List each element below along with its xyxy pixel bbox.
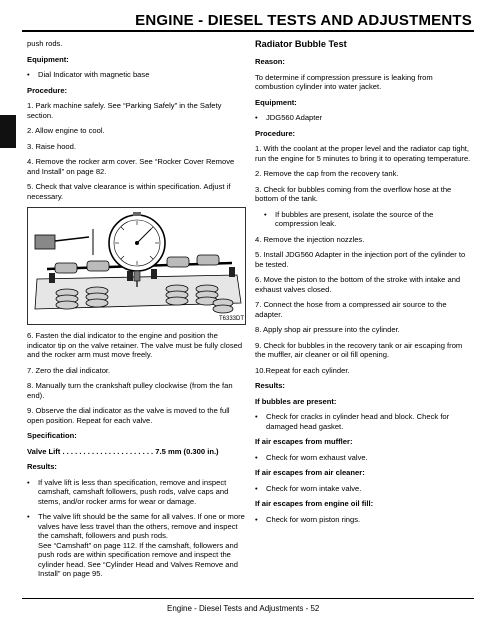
procedure-heading: Procedure:	[255, 128, 296, 138]
page-title: ENGINE - DIESEL TESTS AND ADJUSTMENTS	[135, 12, 472, 29]
page-footer	[22, 598, 474, 613]
procedure-step: 10.Repeat for each cylinder.	[255, 365, 350, 375]
result-text: Check for worn piston rings.	[266, 514, 361, 524]
result-text: If valve lift is less than specification, remove and inspect camshaft, camshaft followers, push rods, valve caps and stems, and/or rocker arms for wear or damage.	[38, 477, 229, 506]
result-text-block	[38, 512, 246, 579]
reason-text: To determine if compression pressure is leaking from combustion cylinder into water jacket.	[255, 72, 433, 91]
result-group-heading: If air escapes from air cleaner:	[255, 468, 365, 477]
result-item: • The valve lift should be the same for all valves. If one or more valves have less travel than the others, remove and inspect the camshaft, followers and push rods. See “Camshaft” on page 112. If the camshaft, followers and push rods are within specification remove and inspect the cylinder head. See “Cylinder Head and Valves Remove and Install” on page 95.	[27, 512, 245, 578]
procedure-step: 4. Remove the rocker arm cover. See “Rocker Cover Remove and Install” on page 82.	[27, 157, 235, 176]
result-text: Check for worn exhaust valve.	[266, 452, 368, 462]
procedure-heading: Procedure:	[27, 85, 68, 95]
result-group-heading: If air escapes from muffler:	[255, 437, 353, 446]
equipment-heading: Equipment:	[255, 97, 297, 107]
procedure-step: 1. Park machine safely. See “Parking Safely” in the Safety section.	[27, 101, 222, 120]
section-title: Radiator Bubble Test	[255, 39, 347, 49]
page-header	[22, 10, 474, 32]
results-heading: Results:	[255, 381, 285, 390]
figure-caption: T6333DT	[218, 315, 244, 322]
procedure-step: 3. Check for bubbles coming from the overflow hose at the bottom of the tank.	[255, 184, 452, 203]
procedure-step: 3. Raise hood.	[27, 141, 76, 151]
valve-lift-spec: Valve Lift . . . . . . . . . . . . . . . . . . . . . . 7.5 mm (0.300 in.)	[27, 446, 219, 456]
result-group-heading: If bubbles are present:	[255, 396, 337, 406]
section-tab-marker	[0, 115, 16, 148]
dial-indicator-illustration	[27, 207, 246, 325]
left-column	[27, 39, 246, 585]
procedure-step: 4. Remove the injection nozzles.	[255, 234, 365, 244]
result-item: • Check for worn intake valve.	[255, 483, 362, 493]
procedure-step: 7. Zero the dial indicator.	[27, 365, 111, 375]
right-column	[255, 39, 471, 530]
reason-heading: Reason:	[255, 57, 285, 66]
equipment-item-text: JDG560 Adapter	[266, 113, 323, 122]
equipment-item: • Dial Indicator with magnetic base	[27, 70, 150, 79]
result-item: • Check for cracks in cylinder head and block. Check for damaged head gasket.	[255, 412, 471, 431]
equipment-item: • JDG560 Adapter	[255, 113, 323, 122]
procedure-step: 5. Check that valve clearance is within specification. Adjust if necessary.	[27, 182, 231, 201]
procedure-step: 6. Fasten the dial indicator to the engine and position the indicator tip on the valve retainer. The valve must be fully closed and the rocker arm must move freely.	[27, 331, 243, 359]
specification-heading: Specification:	[27, 431, 77, 440]
intro-text: push rods.	[27, 39, 63, 48]
procedure-step: 9. Observe the dial indicator as the valve is moved to the full open position. Repeat for each valve.	[27, 406, 230, 425]
procedure-step: 1. With the coolant at the proper level and the radiator cap tight, run the engine for 5 minutes to bring it to operating temperature.	[255, 144, 471, 163]
result-text: Check for cracks in cylinder head and block. Check for damaged head gasket.	[266, 412, 450, 431]
procedure-step: 6. Move the piston to the bottom of the stroke with intake and exhaust valves closed.	[255, 275, 461, 294]
result-text-continued: See “Camshaft” on page 112. If the camshaft, followers and push rods are within specification remove and inspect the cylinder head. See “Cylinder Head and Valves Remove and Install” on page 95.	[38, 540, 238, 578]
procedure-step: 2. Allow engine to cool.	[27, 126, 105, 135]
procedure-step: 2. Remove the cap from the recovery tank.	[255, 169, 399, 178]
procedure-step: 8. Manually turn the crankshaft pulley clockwise (from the fan end).	[27, 381, 233, 400]
equipment-heading: Equipment:	[27, 54, 69, 64]
procedure-step: 8. Apply shop air pressure into the cylinder.	[255, 325, 400, 334]
substep-text: If bubbles are present, isolate the source of the compression leak.	[275, 209, 434, 228]
procedure-step: 9. Check for bubbles in the recovery tank or air escaping from the muffler, air cleaner or oil fill opening.	[255, 340, 463, 359]
result-item: • Check for worn exhaust valve.	[255, 452, 368, 462]
engine-valve-drawing	[27, 207, 246, 325]
procedure-substep: • If bubbles are present, isolate the source of the compression leak.	[264, 210, 471, 229]
result-text: Check for worn intake valve.	[266, 483, 362, 493]
procedure-step: 7. Connect the hose from a compressed air source to the adapter.	[255, 300, 447, 319]
result-text: The valve lift should be the same for all valves. If one or more valves have less travel than the others, remove and inspect the camshaft, followers and push rods.	[38, 512, 245, 540]
result-group-heading: If air escapes from engine oil fill:	[255, 499, 374, 508]
footer-text: Engine - Diesel Tests and Adjustments - 52	[167, 604, 320, 613]
result-item: • If valve lift is less than specification, remove and inspect camshaft, camshaft followers, push rods, valve caps and stems, and/or rocker arms for wear or damage.	[27, 478, 246, 507]
results-heading: Results:	[27, 462, 57, 471]
procedure-step: 5. Install JDG560 Adapter in the injection port of the cylinder to be tested.	[255, 250, 466, 269]
equipment-item-text: Dial Indicator with magnetic base	[38, 70, 150, 79]
result-item: • Check for worn piston rings.	[255, 514, 361, 524]
